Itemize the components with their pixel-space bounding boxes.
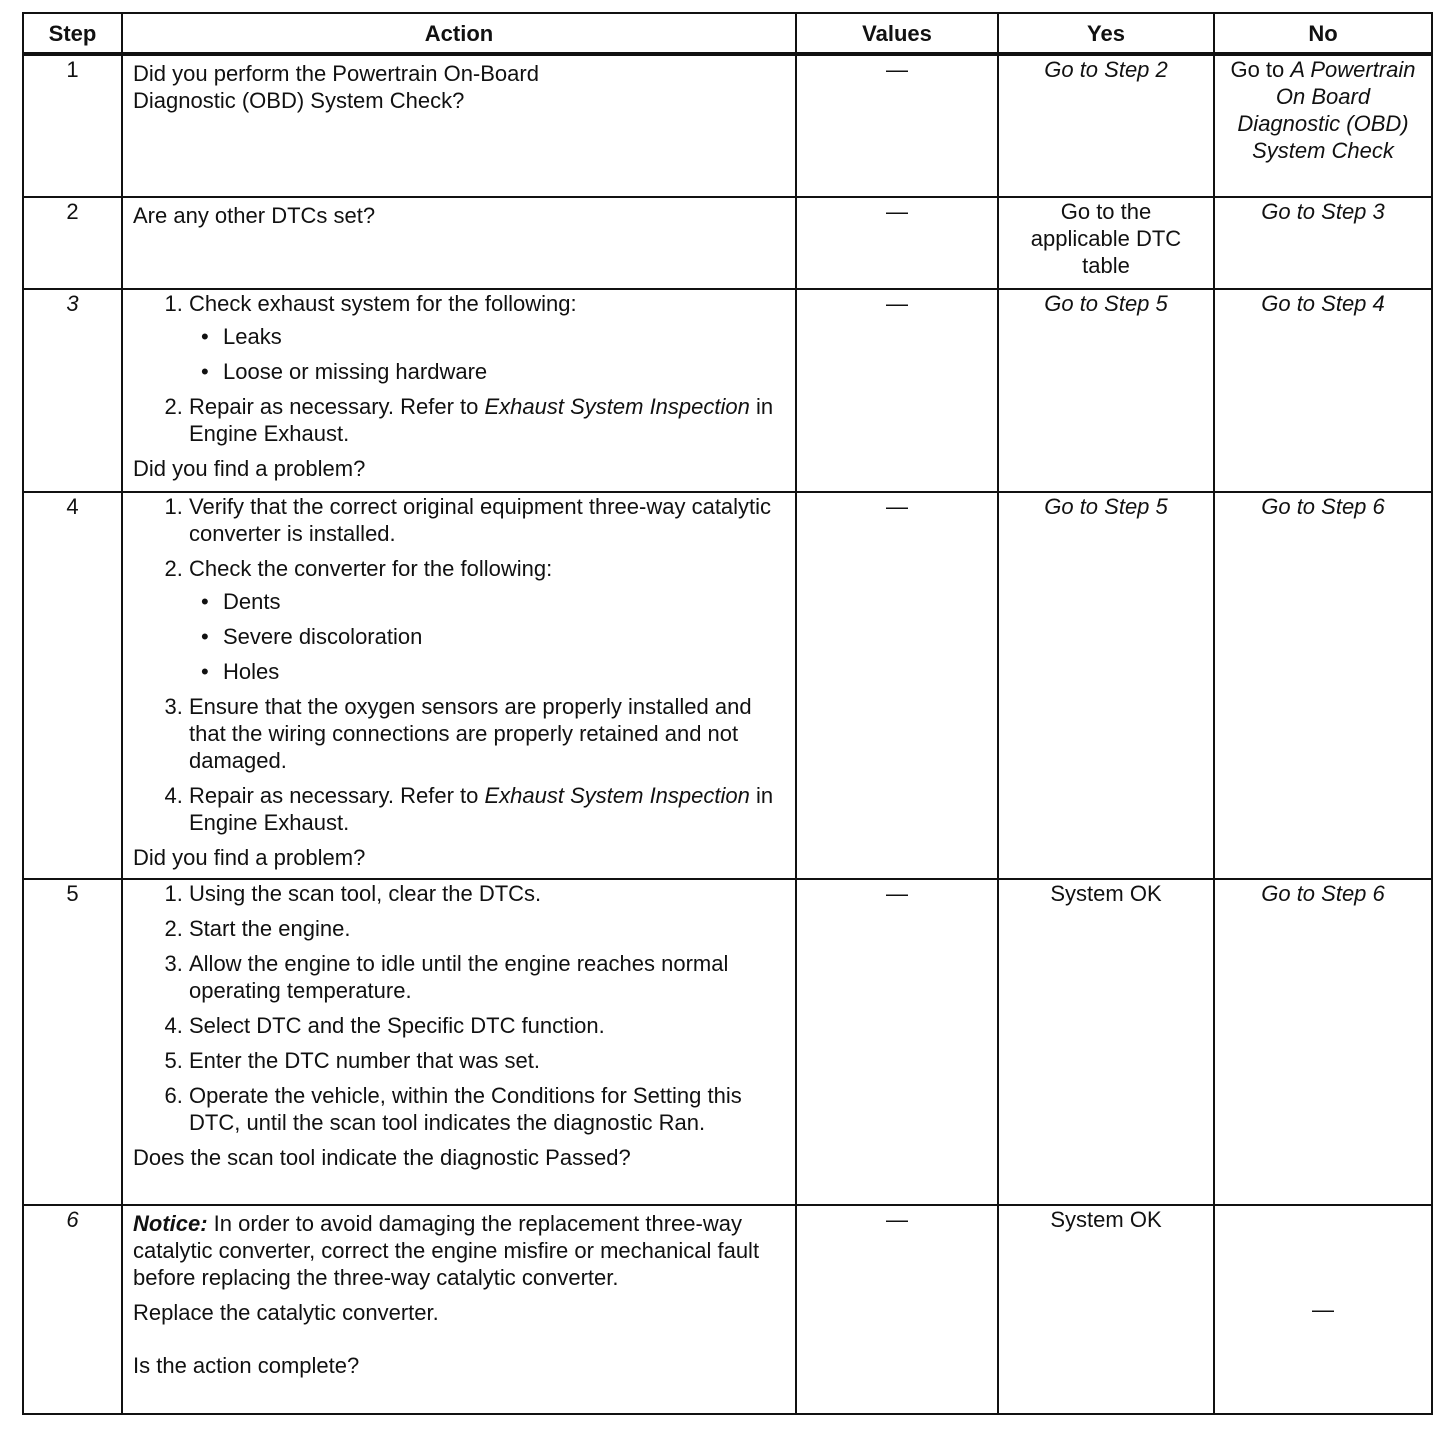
yes-link[interactable]: Go to Step 2 [1044, 57, 1168, 82]
table-row [23, 492, 1432, 879]
no-cell [1214, 289, 1432, 492]
yes-link[interactable]: Go to Step 5 [1044, 291, 1168, 316]
action-question: Is the action complete? [133, 1353, 360, 1378]
action-steps [133, 290, 785, 447]
step-number: 6 [23, 1205, 122, 1414]
table-row [23, 289, 1432, 492]
values-cell: — [796, 54, 998, 197]
header-action: Action [122, 13, 796, 54]
values-cell: — [796, 879, 998, 1205]
action-question: Are any other DTCs set? [133, 203, 376, 228]
header-no: No [1214, 13, 1432, 54]
header-yes: Yes [998, 13, 1214, 54]
action-step: 2. Repair as necessary. Refer to Exhaust System Inspection in Engine Exhaust. [189, 393, 785, 447]
no-cell [1214, 54, 1432, 197]
bullet-item: • Severe discoloration [223, 623, 785, 650]
step-number: 4 [23, 492, 122, 879]
no-link[interactable]: Go to Step 6 [1261, 494, 1385, 519]
no-link[interactable]: A Powertrain On Board Diagnostic (OBD) System Check [1237, 57, 1416, 163]
action-step: 5. Enter the DTC number that was set. [189, 1047, 785, 1074]
action-cell [122, 54, 796, 197]
bullet-list [189, 323, 785, 385]
no-link[interactable]: Go to Step 6 [1261, 881, 1385, 906]
reference-link[interactable]: Exhaust System Inspection [484, 394, 750, 419]
header-values: Values [796, 13, 998, 54]
table-row [23, 1205, 1432, 1414]
notice [133, 1210, 785, 1291]
values-cell: — [796, 197, 998, 289]
header-row [23, 13, 1432, 54]
yes-cell [998, 879, 1214, 1205]
header-step: Step [23, 13, 122, 54]
action-cell [122, 197, 796, 289]
bullet-item: • Holes [223, 658, 785, 685]
values-cell: — [796, 492, 998, 879]
no-cell [1214, 197, 1432, 289]
action-step: 1. Check exhaust system for the following: • Leaks • Loose or missing hardware [189, 290, 785, 385]
yes-text: Go to the applicable DTC table [1030, 199, 1182, 278]
bullet-list [189, 588, 785, 685]
action-cell [122, 879, 796, 1205]
bullet-item: • Loose or missing hardware [223, 358, 785, 385]
action-step: 3. Allow the engine to idle until the engine reaches normal operating temperature. [189, 950, 785, 1004]
no-link[interactable]: Go to Step 4 [1261, 291, 1385, 316]
no-link[interactable]: Go to Step 3 [1261, 199, 1385, 224]
action-instruction: Replace the catalytic converter. [133, 1300, 439, 1325]
notice-text: In order to avoid damaging the replacement three-way catalytic converter, correct the engine misfire or mechanical fault before replacing the three-way catalytic converter. [133, 1211, 760, 1290]
action-step: 1. Using the scan tool, clear the DTCs. [189, 880, 785, 907]
yes-text: System OK [1050, 881, 1162, 906]
table-row [23, 197, 1432, 289]
values-cell: — [796, 1205, 998, 1414]
step-number: 2 [23, 197, 122, 289]
action-step: 4. Select DTC and the Specific DTC function. [189, 1012, 785, 1039]
diagnostic-table [22, 12, 1433, 1415]
yes-cell [998, 54, 1214, 197]
bullet-item: • Leaks [223, 323, 785, 350]
no-cell: — [1214, 1205, 1432, 1414]
action-cell [122, 289, 796, 492]
action-cell [122, 1205, 796, 1414]
action-step: 2. Check the converter for the following: • Dents • Severe discoloration • Holes [189, 555, 785, 685]
notice-label: Notice: [133, 1211, 208, 1236]
values-cell: — [796, 289, 998, 492]
bullet-item: • Dents [223, 588, 785, 615]
action-cell [122, 492, 796, 879]
action-line: Diagnostic (OBD) System Check? [133, 88, 465, 113]
action-step: 1. Verify that the correct original equipment three-way catalytic converter is installed. [189, 493, 785, 547]
table-row [23, 54, 1432, 197]
action-step: 3. Ensure that the oxygen sensors are properly installed and that the wiring connections are properly retained and not damaged. [189, 693, 785, 774]
no-cell [1214, 879, 1432, 1205]
action-steps [133, 493, 785, 836]
step-number: 3 [23, 289, 122, 492]
yes-cell [998, 1205, 1214, 1414]
no-cell [1214, 492, 1432, 879]
reference-link[interactable]: Exhaust System Inspection [484, 783, 750, 808]
action-step: 6. Operate the vehicle, within the Conditions for Setting this DTC, until the scan tool indicates the diagnostic Ran. [189, 1082, 785, 1136]
yes-cell [998, 197, 1214, 289]
yes-cell [998, 289, 1214, 492]
step-number: 1 [23, 54, 122, 197]
action-question: Did you find a problem? [133, 456, 366, 481]
action-question: Did you find a problem? [133, 845, 366, 870]
action-step: 2. Start the engine. [189, 915, 785, 942]
action-line: Did you perform the Powertrain On-Board [133, 61, 539, 86]
yes-cell [998, 492, 1214, 879]
action-step: 4. Repair as necessary. Refer to Exhaust System Inspection in Engine Exhaust. [189, 782, 785, 836]
yes-text: System OK [1050, 1207, 1162, 1232]
yes-link[interactable]: Go to Step 5 [1044, 494, 1168, 519]
action-steps [133, 880, 785, 1136]
step-number: 5 [23, 879, 122, 1205]
table-row [23, 879, 1432, 1205]
action-question: Does the scan tool indicate the diagnostic Passed? [133, 1145, 631, 1170]
no-prefix: Go to [1230, 57, 1291, 82]
